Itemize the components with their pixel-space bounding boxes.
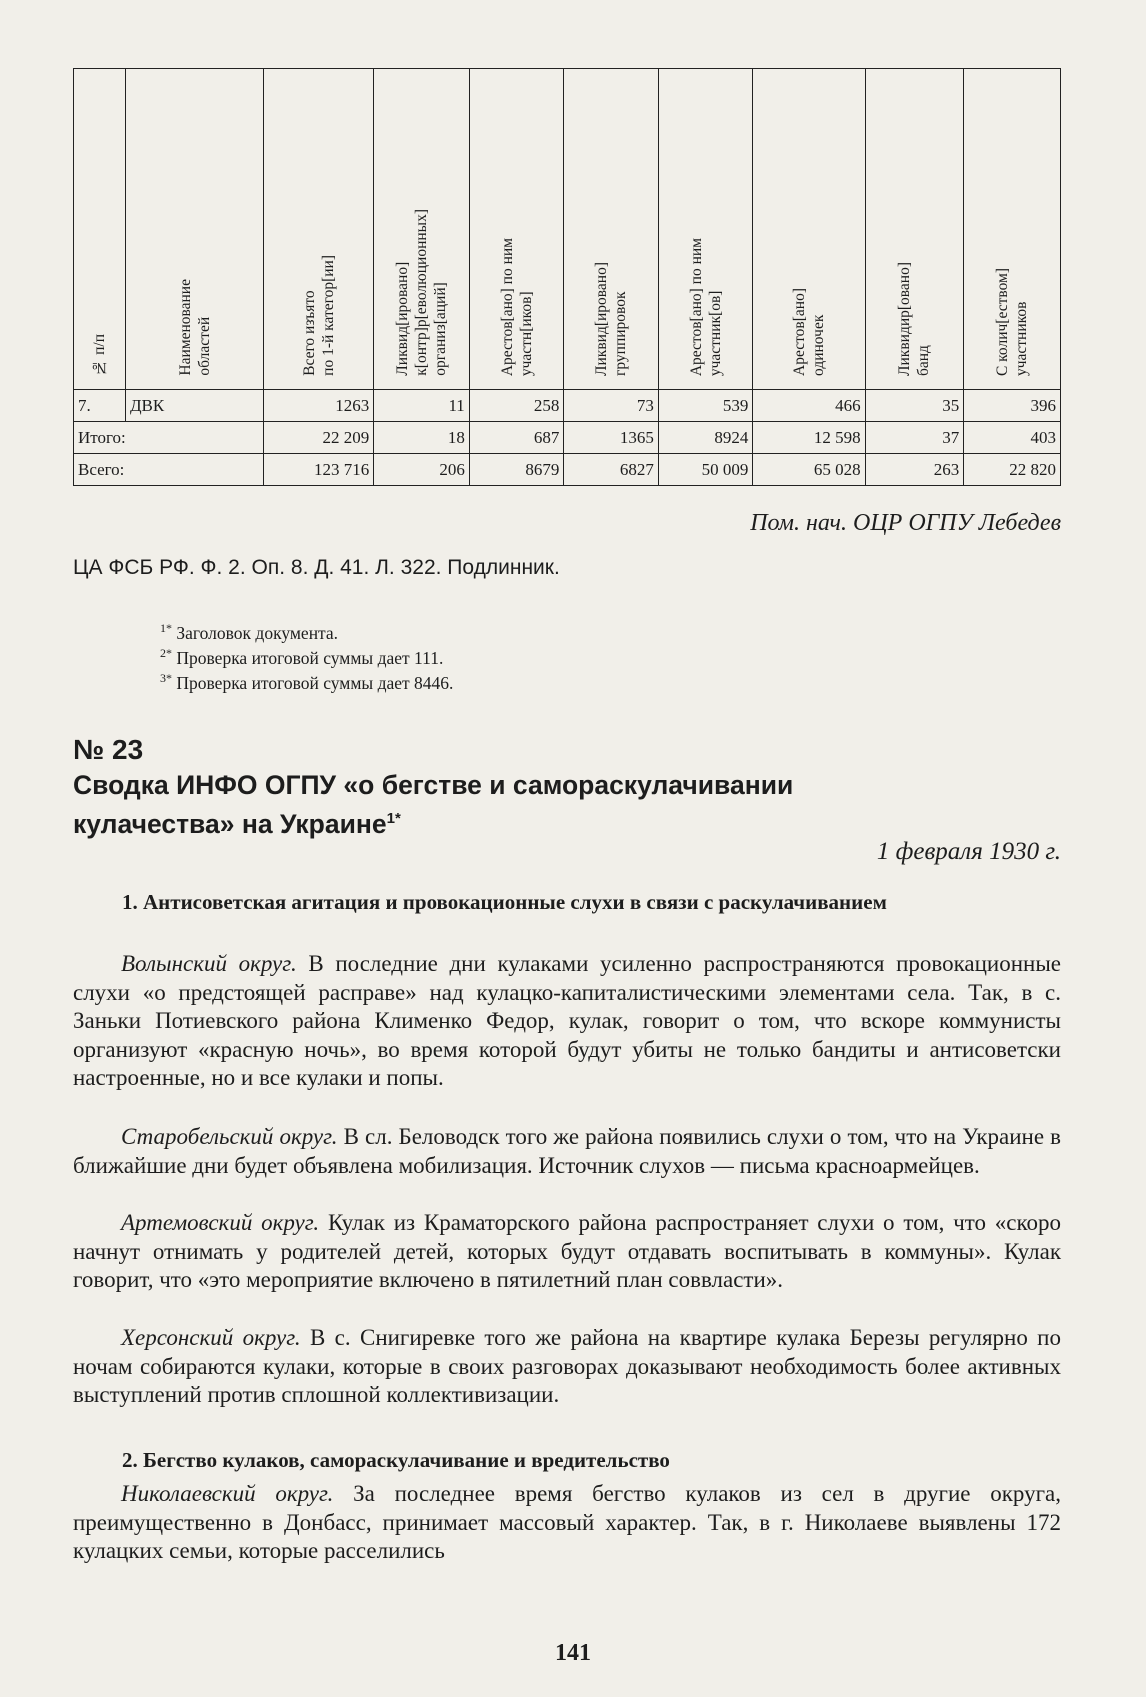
header-cell: Ликвид[ировано] группировок	[564, 69, 659, 390]
header-cell: Арестов[ано] по ним участн[иков]	[469, 69, 564, 390]
table-cell: 73	[564, 390, 659, 422]
table-cell: 65 028	[753, 454, 865, 486]
document-number: № 23	[73, 734, 144, 765]
paragraph: Старобельский округ. В сл. Беловодск того же района появились слухи о том, что на Украине в ближайшие дни будет объявлена мобилизация. Источник слухов — письма красноармейцев.	[73, 1124, 1061, 1178]
table-cell: 206	[374, 454, 470, 486]
document-date: 1 февраля 1930 г.	[876, 838, 1061, 865]
table-cell: Итого:	[74, 422, 264, 454]
table-cell: 396	[964, 390, 1061, 422]
footnote: $^{3*}$ Проверка итоговой суммы дает 8446.	[160, 670, 454, 693]
table-cell: 123 716	[264, 454, 374, 486]
header-cell: С колич[еством] участников	[964, 69, 1061, 390]
table-header-row	[74, 69, 1061, 390]
paragraph: Николаевский округ. За последнее время бегство кулаков из сел в другие округа, преимущественно в Донбасс, принимает массовый характер. Так, в г. Николаеве выявлены 172 кулацких семьи, которые расселились	[73, 1481, 1061, 1563]
table-cell: 539	[658, 390, 753, 422]
table-cell: 466	[753, 390, 865, 422]
page-number: 141	[555, 1640, 591, 1666]
table-cell: 22 209	[264, 422, 374, 454]
table-cell: 22 820	[964, 454, 1061, 486]
table-cell: 263	[865, 454, 964, 486]
header-cell: Ликвидир[овано] банд	[865, 69, 964, 390]
section-heading: 1. Антисоветская агитация и провокационные слухи в связи с раскулачиванием	[122, 890, 887, 914]
table-cell: 8924	[658, 422, 753, 454]
footnote: $^{2*}$ Проверка итоговой суммы дает 111.	[160, 645, 444, 668]
table-cell: 1365	[564, 422, 659, 454]
document-title: Сводка ИНФО ОГПУ «о бегстве и самораскулачивании кулачества» на Украине$^{1*}$	[73, 770, 794, 839]
signature: Пом. нач. ОЦР ОГПУ Лебедев	[750, 510, 1061, 536]
table-cell: 403	[964, 422, 1061, 454]
paragraph: Херсонский округ. В с. Снигиревке того же района на квартире кулака Березы регулярно по ночам собираются кулаки, которые в своих разговорах доказывают необходимость более активных выступлений против сплошной коллективизации.	[73, 1325, 1061, 1407]
table-cell: 6827	[564, 454, 659, 486]
table-cell: 258	[469, 390, 564, 422]
table-cell: Всего:	[74, 454, 264, 486]
section-heading: 2. Бегство кулаков, самораскулачивание и вредительство	[122, 1448, 670, 1472]
table-cell: 687	[469, 422, 564, 454]
archive-source: ЦА ФСБ РФ. Ф. 2. Оп. 8. Д. 41. Л. 322. Подлинник.	[73, 556, 560, 579]
table-cell: 18	[374, 422, 470, 454]
table-cell: 50 009	[658, 454, 753, 486]
table-cell: ДВК	[125, 390, 263, 422]
table-row	[74, 390, 1061, 422]
header-cell: Всего изъято по 1-й категор[ии]	[264, 69, 374, 390]
table-cell: 1263	[264, 390, 374, 422]
table-cell: 7.	[74, 390, 126, 422]
header-cell: Арестов[ано] по ним участник[ов]	[658, 69, 753, 390]
footnote: $^{1*}$ Заголовок документа.	[160, 621, 339, 643]
paragraph: Артемовский округ. Кулак из Краматорского района распространяет слухи о том, что «скоро начнут отнимать у родителей детей, которых будут отдавать воспитывать в коммуны». Кулак говорит, что «это мероприятие включено в пятилетний план соввласти».	[73, 1210, 1062, 1292]
footnotes	[160, 618, 453, 692]
statistics-table	[73, 68, 1061, 486]
header-cell: Наименование областей	[125, 69, 263, 390]
table-cell: 37	[865, 422, 964, 454]
paragraph: Волынский округ. В последние дни кулаками усиленно распространяются провокационные слухи «о предстоящей расправе» над кулацко-капиталистическими элементами села. Так, в с. Заньки Потиевского района Клименко Федор, кулак, говорит о том, что вскоре коммунисты организуют «красную ночь», во время которой будут убиты не только бандиты и антисоветски настроенные, но и все кулаки и попы.	[73, 951, 1062, 1090]
table-cell: 35	[865, 390, 964, 422]
table-total-row-itogo	[74, 422, 1061, 454]
table-cell: 12 598	[753, 422, 865, 454]
header-cell: Арестов[ано] одиночек	[753, 69, 865, 390]
table-total-row-vsego	[74, 454, 1061, 486]
header-cell: Ликвид[ировано] к[онтр]р[еволюционных] организ[аций]	[374, 69, 470, 390]
table-cell: 8679	[469, 454, 564, 486]
header-cell: № п/п	[74, 69, 126, 390]
table-cell: 11	[374, 390, 470, 422]
